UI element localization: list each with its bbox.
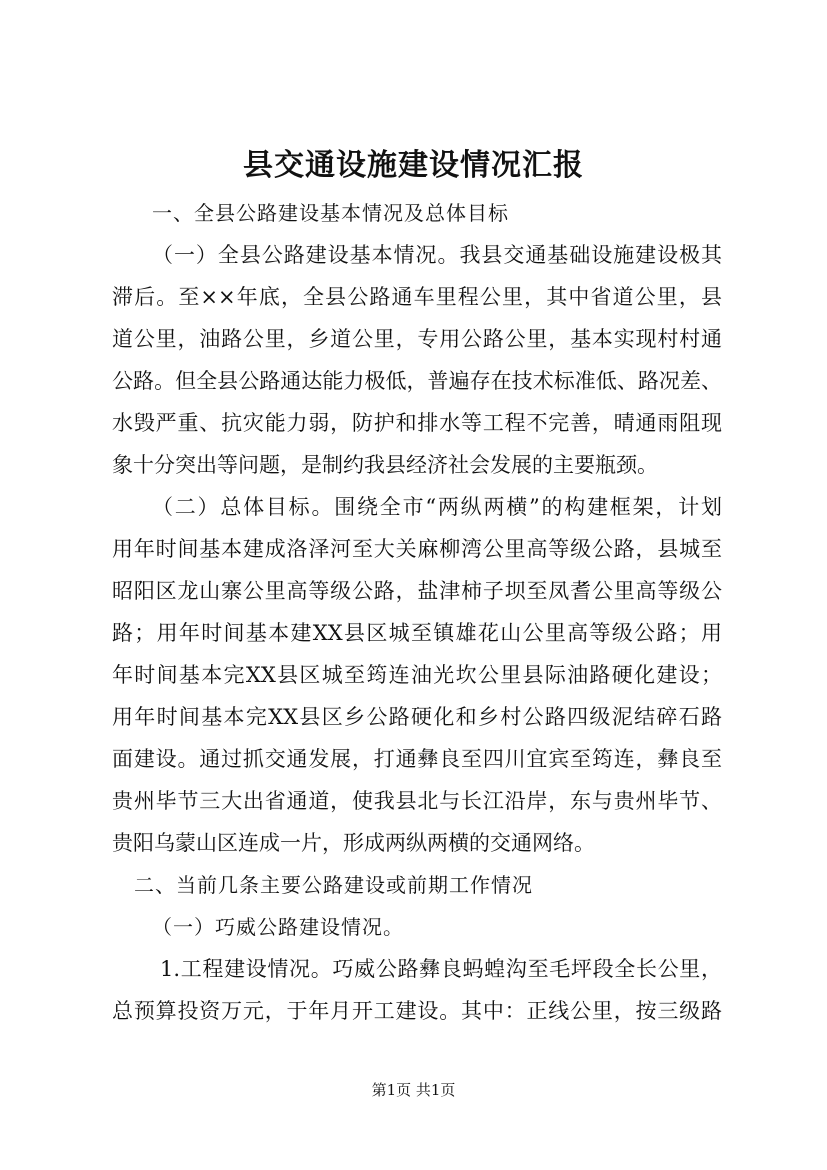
paragraph-line: （二）总体目标。围绕全市“两纵两横”的构建框架，计划 [152, 495, 722, 519]
paragraph-line: 面建设。通过抓交通发展，打通彝良至四川宜宾至筠连，彝良至 [112, 747, 722, 771]
paragraph-line: 昭阳区龙山寨公里高等级公路，盐津柿子坝至凤耆公里高等级公 [112, 579, 722, 603]
paragraph-line: 路；用年时间基本建XX县区城至镇雄花山公里高等级公路；用 [112, 621, 722, 645]
paragraph-line: 总预算投资万元，于年月开工建设。其中：正线公里，按三级路 [112, 999, 722, 1023]
paragraph-line: 滞后。至××年底，全县公路通车里程公里，其中省道公里，县 [112, 285, 722, 309]
document-title: 县交通设施建设情况汇报 [243, 148, 584, 183]
paragraph-line: 贵州毕节三大出省通道，使我县北与长江沿岸，东与贵州毕节、 [112, 789, 722, 813]
paragraph-line: 1.工程建设情况。巧威公路彝良蚂蝗沟至毛坪段全长公里， [160, 957, 722, 981]
section-heading-1: 一、全县公路建设基本情况及总体目标 [152, 201, 509, 225]
paragraph-line: 水毁严重、抗灾能力弱，防护和排水等工程不完善，晴通雨阻现 [112, 411, 722, 435]
paragraph-line: 公路。但全县公路通达能力极低，普遍存在技术标准低、路况差、 [112, 369, 722, 393]
subsection-heading: （一）巧威公路建设情况。 [152, 915, 404, 939]
section-heading-2: 二、当前几条主要公路建设或前期工作情况 [134, 873, 533, 897]
paragraph-line: 年时间基本完XX县区城至筠连油光坎公里县际油路硬化建设； [112, 663, 722, 687]
page-footer: 第1页 共1页 [371, 1081, 456, 1099]
paragraph-line: （一）全县公路建设基本情况。我县交通基础设施建设极其 [152, 243, 722, 267]
paragraph-line: 用年时间基本完XX县区乡公路硬化和乡村公路四级泥结碎石路 [112, 705, 722, 729]
paragraph-line: 用年时间基本建成洛泽河至大关麻柳湾公里高等级公路，县城至 [112, 537, 722, 561]
paragraph-line: 贵阳乌蒙山区连成一片，形成两纵两横的交通网络。 [112, 831, 595, 855]
paragraph-line: 象十分突出等问题，是制约我县经济社会发展的主要瓶颈。 [112, 453, 658, 477]
paragraph-line: 道公里，油路公里，乡道公里，专用公路公里，基本实现村村通 [112, 327, 722, 351]
